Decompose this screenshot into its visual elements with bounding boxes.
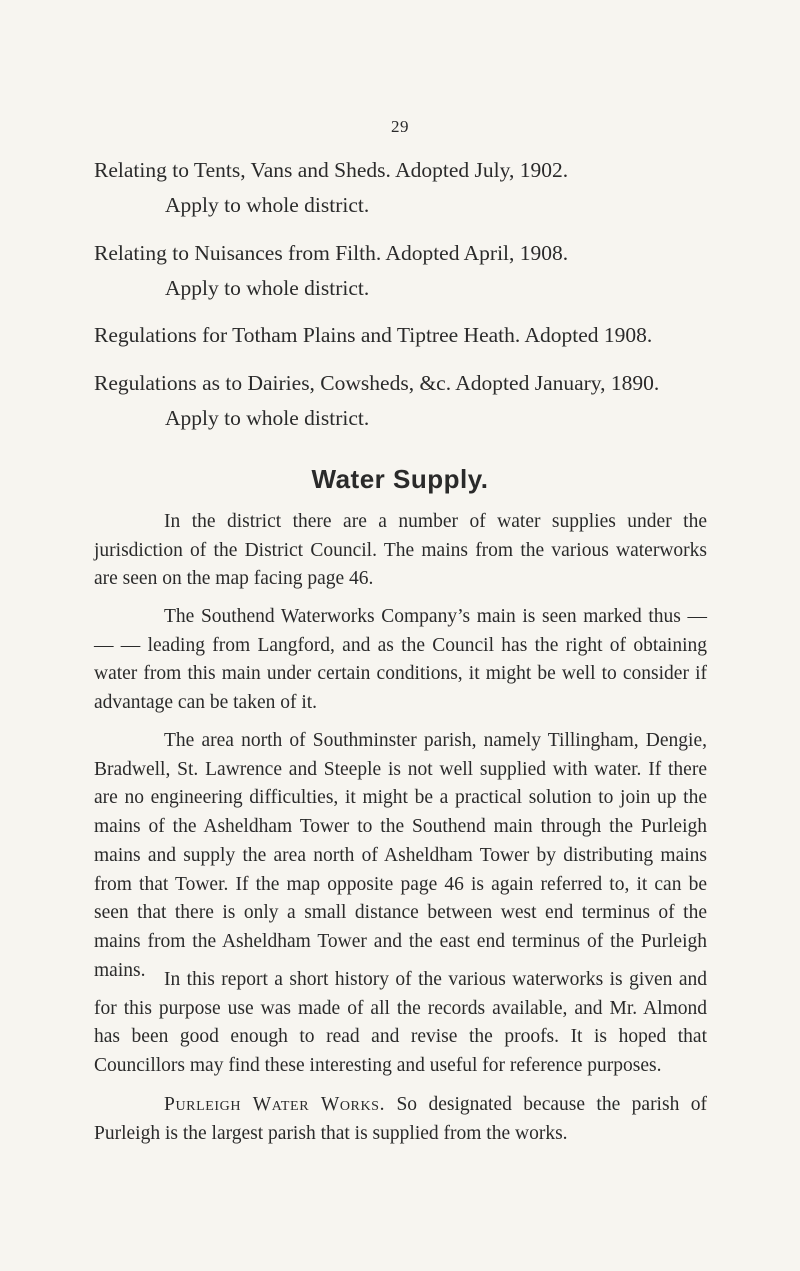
bylaw-nuisances-title: Relating to Nuisances from Filth. Adopted April, 1908. (94, 241, 569, 265)
paragraph-north-area: The area north of Southminster parish, namely Tillingham, Dengie, Bradwell, St. Lawrence and Steeple is not well supplied with water. If there are no engineering difficulties, it might be a practical solution to join up the mains of the Asheldham Tower to the Southend main through the Purleigh mains and supply the area north of Asheldham Tower by distributing mains from that Tower. If the map opposite page 46 is again referred to, it can be seen that there is only a small distance between west end terminus of the mains from the Asheldham Tower and the east end terminus of the Purleigh mains. (94, 730, 707, 981)
bylaw-tents-scope: Apply to whole district. (165, 193, 370, 217)
page-number: 29 (391, 117, 409, 136)
purleigh-title: Purleigh Water Works. (164, 1094, 386, 1115)
purleigh-text: So designated because the parish of Purleigh is the largest parish that is supplied from the works. (94, 1094, 707, 1144)
bylaw-dairies-scope: Apply to whole district. (165, 406, 370, 430)
paragraph-history: In this report a short history of the various waterworks is given and for this purpose use was made of all the records available, and Mr. Almond has been good enough to read and revise the proofs. It is hoped that Councillors may find these interesting and useful for reference purposes. (94, 969, 707, 1077)
section-heading-water-supply: Water Supply. (311, 464, 489, 494)
bylaw-totham-title: Regulations for Totham Plains and Tiptree Heath. Adopted 1908. (94, 323, 653, 347)
bylaw-tents-title: Relating to Tents, Vans and Sheds. Adopted July, 1902. (94, 158, 569, 182)
bylaw-dairies-title: Regulations as to Dairies, Cowsheds, &c. Adopted January, 1890. (94, 371, 660, 395)
paragraph-intro: In the district there are a number of water supplies under the jurisdiction of the District Council. The mains from the various waterworks are seen on the map facing page 46. (94, 511, 707, 590)
paragraph-southend-main: The Southend Waterworks Company’s main is seen marked thus — — — leading from Langford, and as the Council has the right of obtaining water from this main under certain conditions, it might be well to consider if advantage can be taken of it. (94, 606, 707, 714)
bylaw-nuisances-scope: Apply to whole district. (165, 276, 370, 300)
paragraph-purleigh (94, 1091, 707, 1148)
